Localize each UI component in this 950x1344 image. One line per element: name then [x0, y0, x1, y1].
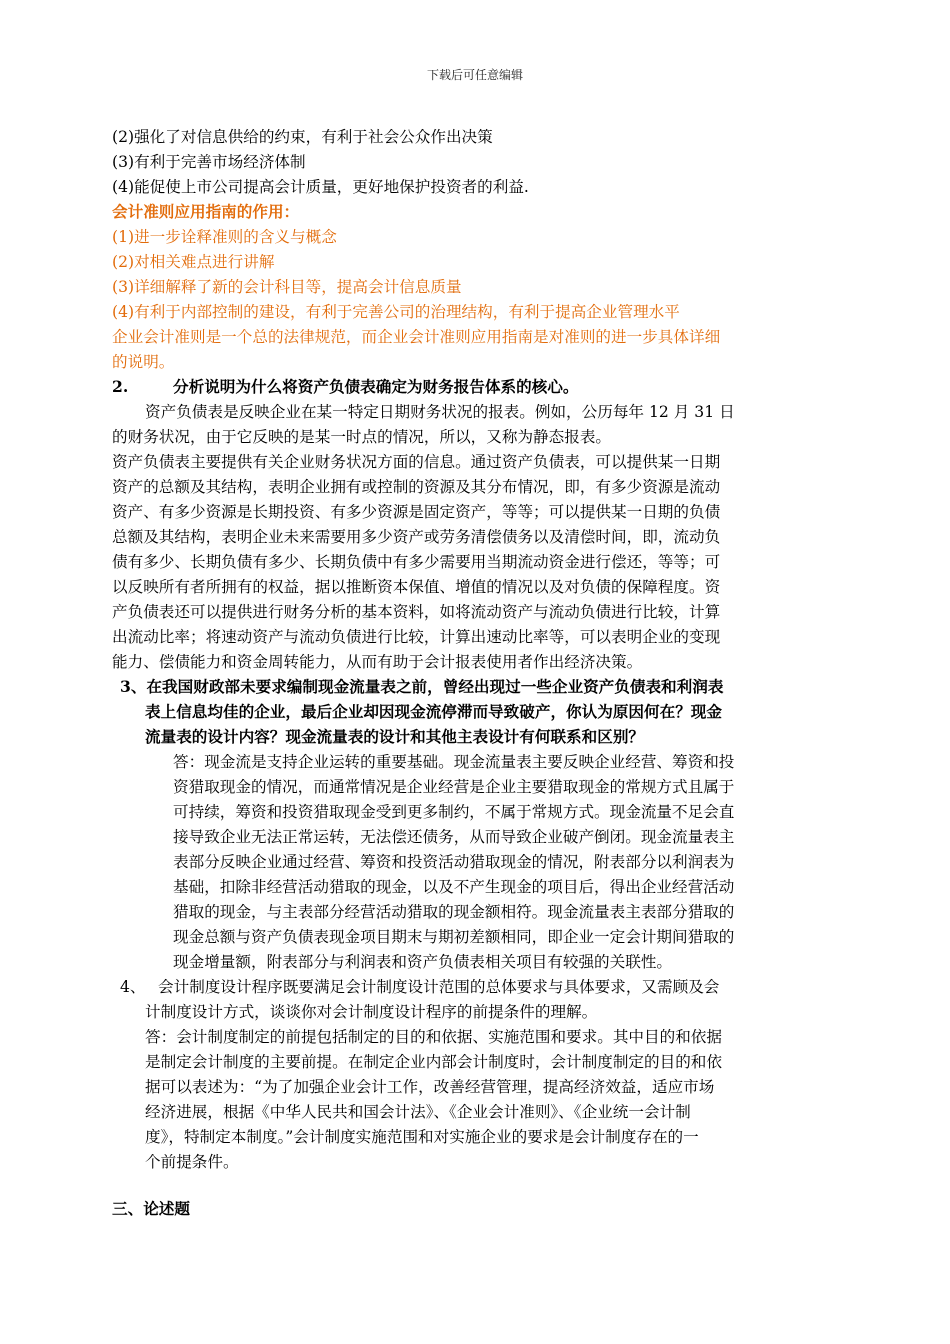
question-text: 会计制度设计程序既要满足会计制度设计范围的总体要求与具体要求，又需顾及会 [158, 978, 720, 996]
answer-line: 可持续，筹资和投资猎取现金受到更多制约，不属于常规方式。现金流量不足会直 [173, 803, 735, 821]
text-line: 能力、偿债能力和资金周转能力，从而有助于会计报表使用者作出经济决策。 [112, 653, 643, 671]
answer-line: 个前提条件。 [145, 1153, 239, 1171]
question-text: 表上信息均佳的企业，最后企业却因现金流停滞而导致破产，你认为原因何在？现金 [145, 702, 722, 721]
answer-line: 猎取的现金，与主表部分经营活动猎取的现金额相符。现金流量表主表部分猎取的 [173, 903, 735, 921]
text-line: 的财务状况，由于它反映的是某一时点的情况，所以，又称为静态报表。 [112, 428, 612, 446]
text-line: (1)进一步诠释准则的含义与概念 [112, 228, 337, 246]
answer-line: 表部分反映企业通过经营、筹资和投资活动猎取现金的情况，附表部分以利润表为 [173, 853, 735, 871]
question-text: 流量表的设计内容？现金流量表的设计和其他主表设计有何联系和区别？ [145, 727, 645, 746]
section-heading: 会计准则应用指南的作用： [112, 202, 300, 221]
answer-line: 度》，特制定本制度。”会计制度实施范围和对实施企业的要求是会计制度存在的一 [145, 1128, 699, 1146]
text-line: 的说明。 [112, 353, 175, 371]
text-line: (4)有利于内部控制的建设，有利于完善公司的治理结构，有利于提高企业管理水平 [112, 303, 680, 321]
text-line: 资产、有多少资源是长期投资、有多少资源是固定资产，等等；可以提供某一日期的负债 [112, 503, 721, 521]
answer-line: 答：现金流是支持企业运转的重要基础。现金流量表主要反映企业经营、筹资和投 [173, 753, 735, 771]
text-line: (3)有利于完善市场经济体制 [112, 153, 306, 171]
answer-line: 接导致企业无法正常运转，无法偿还债务，从而导致企业破产倒闭。现金流量表主 [173, 828, 735, 846]
answer-line: 现金总额与资产负债表现金项目期末与期初差额相同，即企业一定会计期间猎取的 [173, 928, 735, 946]
answer-line: 资猎取现金的情况，而通常情况是企业经营是企业主要猎取现金的常规方式且属于 [173, 778, 735, 796]
text-line: (2)对相关难点进行讲解 [112, 253, 275, 271]
text-line: 企业会计准则是一个总的法律规范，而企业会计准则应用指南是对准则的进一步具体详细 [112, 328, 721, 346]
answer-line: 现金增量额，附表部分与利润表和资产负债表相关项目有较强的关联性。 [173, 953, 673, 971]
text-line: 以反映所有者所拥有的权益，据以推断资本保值、增值的情况以及对负债的保障程度。资 [112, 578, 721, 596]
answer-line: 经济进展，根据《中华人民共和国会计法》、《企业会计准则》、《企业统一会计制 [145, 1103, 691, 1121]
text-line: (4)能促使上市公司提高会计质量，更好地保护投资者的利益. [112, 178, 529, 196]
question-text: 3、在我国财政部未要求编制现金流量表之前，曾经出现过一些企业资产负债表和利润表 [120, 677, 724, 696]
answer-line: 是制定会计制度的主要前提。在制定企业内部会计制度时，会计制度制定的目的和依 [145, 1053, 722, 1071]
question-number: 4、 [120, 978, 146, 996]
text-line: 资产的总额及其结构，表明企业拥有或控制的资源及其分布情况，即，有多少资源是流动 [112, 478, 721, 496]
section-heading: 三、论述题 [112, 1199, 190, 1218]
page-header: 下载后可任意编辑 [426, 68, 523, 82]
text-line: (3)详细解释了新的会计科目等，提高会计信息质量 [112, 278, 462, 296]
text-line: 产负债表还可以提供进行财务分析的基本资料，如将流动资产与流动负债进行比较，计算 [112, 603, 721, 621]
text-line: 资产负债表是反映企业在某一特定日期财务状况的报表。例如，公历每年 12 月 31 日 [145, 403, 735, 421]
question-text: 分析说明为什么将资产负债表确定为财务报告体系的核心。 [173, 377, 579, 396]
question-number: 2. [112, 377, 129, 396]
text-line: 出流动比率；将速动资产与流动负债进行比较，计算出速动比率等，可以表明企业的变现 [112, 628, 721, 646]
text-line: 债有多少、长期负债有多少、长期负债中有多少需要用当期流动资金进行偿还，等等；可 [112, 553, 721, 571]
text-line: 资产负债表主要提供有关企业财务状况方面的信息。通过资产负债表，可以提供某一日期 [112, 453, 721, 471]
text-line: (2)强化了对信息供给的约束，有利于社会公众作出决策 [112, 128, 493, 146]
answer-line: 据可以表述为：“为了加强企业会计工作，改善经营管理，提高经济效益，适应市场 [145, 1078, 715, 1096]
text-line: 总额及其结构，表明企业未来需要用多少资产或劳务清偿债务以及清偿时间，即，流动负 [112, 528, 721, 546]
answer-line: 基础，扣除非经营活动猎取的现金，以及不产生现金的项目后，得出企业经营活动 [173, 878, 735, 896]
answer-line: 答：会计制度制定的前提包括制定的目的和依据、实施范围和要求。其中目的和依据 [145, 1028, 722, 1046]
question-text: 计制度设计方式，谈谈你对会计制度设计程序的前提条件的理解。 [145, 1003, 598, 1021]
